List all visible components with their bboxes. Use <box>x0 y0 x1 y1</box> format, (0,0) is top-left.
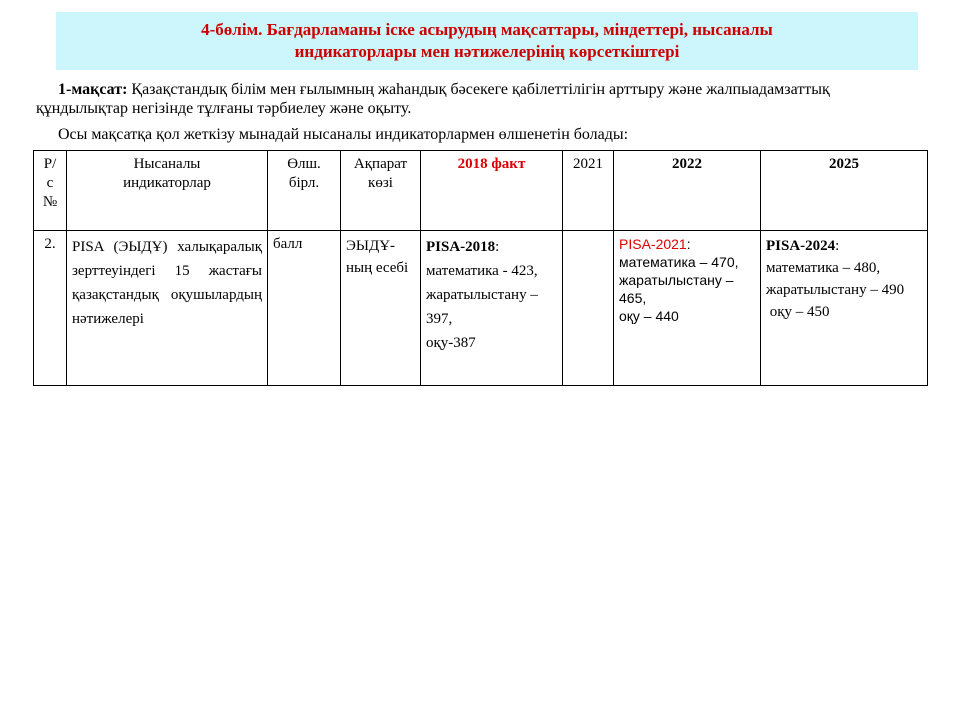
pisa-2024-label: PISA-2024 <box>766 238 836 254</box>
pisa-2024-math: математика – 480, <box>766 260 881 276</box>
table-header-row <box>34 151 928 231</box>
header-num: Р/ с № <box>34 151 67 231</box>
cell-source: ЭЫДҰ-ның есебі <box>341 231 421 386</box>
header-2018-fact: 2018 факт <box>421 151 563 231</box>
pisa-2018-math: математика - 423, <box>426 263 538 279</box>
pisa-2021-reading: оқу – 440 <box>619 308 679 324</box>
goal-text-line-1: Қазақстандық білім мен ғылымның жаһандық бәсекеге қабілеттілігін арттыру және жалпыадамзаттық <box>127 81 830 98</box>
table-row <box>34 231 928 386</box>
header-2025: 2025 <box>761 151 928 231</box>
cell-2025: PISA-2024: математика – 480, жаратылыстану – 490 оқу – 450 <box>761 231 928 386</box>
pisa-2021-math: математика – 470, <box>619 254 739 270</box>
pisa-2024-reading: оқу – 450 <box>766 304 830 320</box>
cell-unit: балл <box>268 231 341 386</box>
cell-num: 2. <box>34 231 67 386</box>
goal-paragraph <box>36 80 936 118</box>
cell-2018-fact: PISA-2018: математика - 423, жаратылыстану – 397, оқу-387 <box>421 231 563 386</box>
title-banner <box>56 12 918 70</box>
header-indicator: Нысаналы индикаторлар <box>67 151 268 231</box>
cell-2022: PISA-2021: математика – 470, жаратылыстану – 465, оқу – 440 <box>614 231 761 386</box>
header-2022: 2022 <box>614 151 761 231</box>
measure-text: Осы мақсатқа қол жеткізу мынадай нысаналы индикаторлармен өлшенетін болады: <box>58 126 629 143</box>
pisa-2018-reading: оқу-387 <box>426 335 476 351</box>
goal-label: 1-мақсат: <box>58 81 128 98</box>
page-title-line-1: 4-бөлім. Бағдарламаны іске асырудың мақсаттары, міндеттері, нысаналы <box>201 20 773 39</box>
goal-text-line-2: құндылықтар негізінде тұлғаны тәрбиелеу және оқыту. <box>36 100 412 117</box>
cell-2021 <box>563 231 614 386</box>
header-source: Ақпарат көзі <box>341 151 421 231</box>
cell-indicator: PISA (ЭЫДҰ) халықаралық зерттеуіндегі 15 жастағы қазақстандық оқушылардың нәтижелері <box>67 231 268 386</box>
indicator-table <box>33 150 928 386</box>
pisa-2021-science: жаратылыстану – 465, <box>619 272 734 306</box>
header-2021: 2021 <box>563 151 614 231</box>
page-title-line-2: индикаторлары мен нәтижелерінің көрсеткіштері <box>294 42 680 61</box>
header-unit: Өлш. бірл. <box>268 151 341 231</box>
pisa-2021-label: PISA-2021 <box>619 236 687 252</box>
pisa-2018-label: PISA-2018 <box>426 239 496 255</box>
pisa-2024-science: жаратылыстану – 490 <box>766 282 905 298</box>
pisa-2018-science: жаратылыстану – 397, <box>426 287 538 327</box>
